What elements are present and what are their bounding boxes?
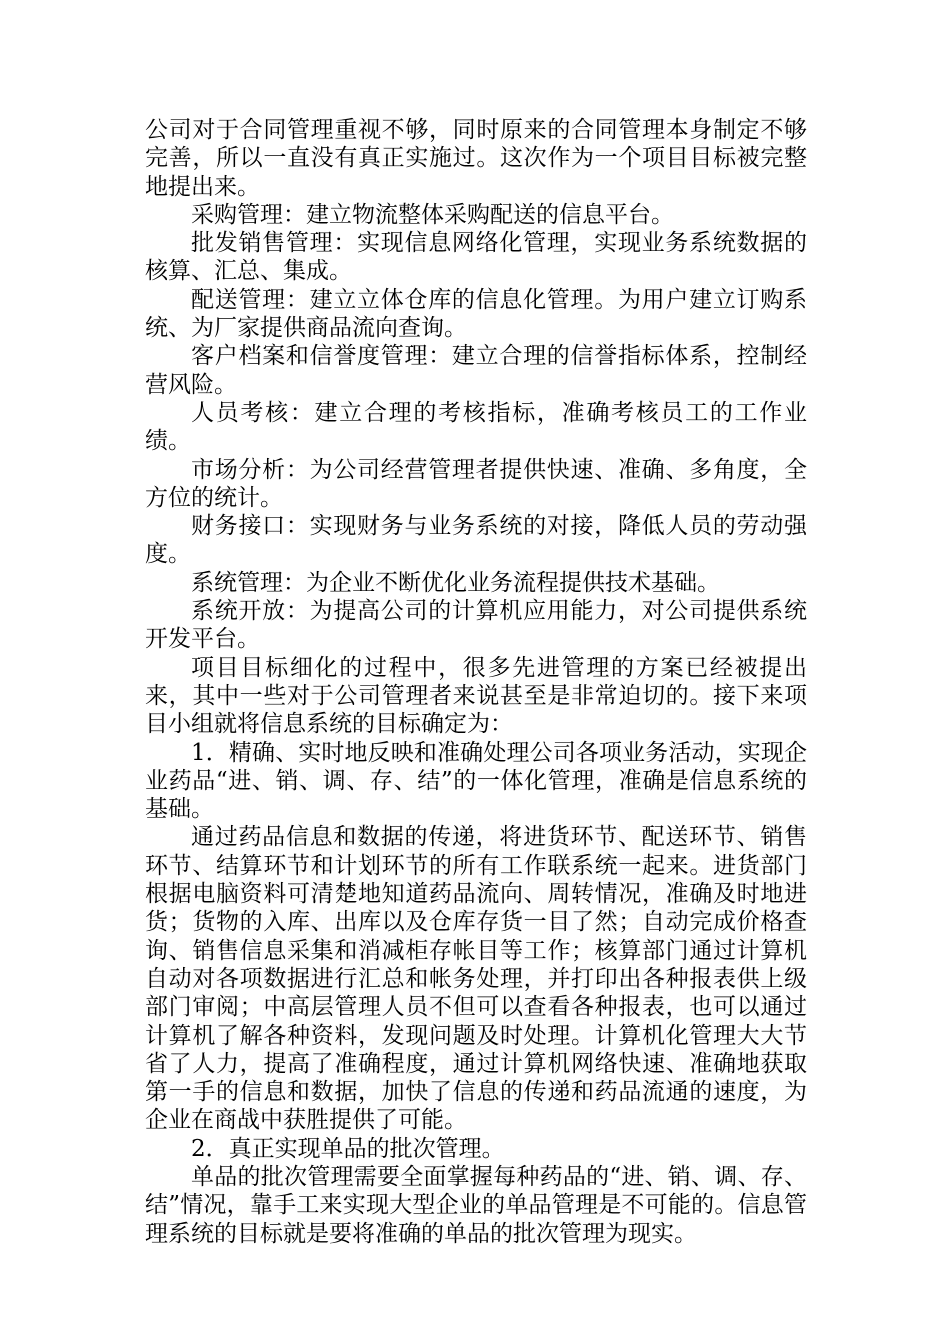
paragraph-system-management: 系统管理：为企业不断优化业务流程提供技术基础。 xyxy=(191,569,720,596)
paragraph-system-openness: 系统开放：为提高公司的计算机应用能力，对公司提供系统开发平台。 xyxy=(145,598,807,653)
paragraph-market-analysis: 市场分析：为公司经营管理者提供快速、准确、多角度，全方位的统计。 xyxy=(145,456,807,511)
paragraph-goal-refinement: 项目目标细化的过程中，很多先进管理的方案已经被提出来，其中一些对于公司管理者来说甚至是非常迫切的。接下来项目小组就将信息系统的目标确定为： xyxy=(145,654,807,738)
paragraph-wholesale: 批发销售管理：实现信息网络化管理，实现业务系统数据的核算、汇总、集成。 xyxy=(145,230,807,285)
paragraph-staff-assessment: 人员考核：建立合理的考核指标，准确考核员工的工作业绩。 xyxy=(145,399,807,455)
paragraph-procurement: 采购管理：建立物流整体采购配送的信息平台。 xyxy=(191,201,674,228)
paragraph-contract-management: 公司对于合同管理重视不够，同时原来的合同管理本身制定不够完善，所以一直没有真正实施过。这次作为一个项目目标被完整地提出来。 xyxy=(145,117,807,200)
paragraph-finance-interface: 财务接口：实现财务与业务系统的对接，降低人员的劳动强度。 xyxy=(145,513,807,568)
paragraph-information-flow: 通过药品信息和数据的传递，将进货环节、配送环节、销售环节、结算环节和计划环节的所有工作联系统一起来。进货部门根据电脑资料可清楚地知道药品流向、周转情况，准确及时地进货；货物的入库、出库以及仓库存货一目了然；自动完成价格查询、销售信息采集和消减柜存帐目等工作；核算部门通过计算机自动对各项数据进行汇总和帐务处理，并打印出各种报表供上级部门审阅；中高层管理人员不但可以查看各种报表，也可以通过计算机了解各种资料，发现问题及时处理。计算机化管理大大节省了人力，提高了准确程度，通过计算机网络快速、准确地获取第一手的信息和数据，加快了信息的传递和药品流通的速度，为企业在商战中获胜提供了可能。 xyxy=(145,824,807,1134)
paragraph-batch-management: 单品的批次管理需要全面掌握每种药品的“进、销、调、存、结”情况，靠手工来实现大型企业的单品管理是不可能的。信息管理系统的目标就是要将准确的单品的批次管理为现实。 xyxy=(145,1163,807,1247)
paragraph-distribution: 配送管理：建立立体仓库的信息化管理。为用户建立订购系统、为厂家提供商品流向查询。 xyxy=(145,286,807,342)
paragraph-goal-1: 1．精确、实时地反映和准确处理公司各项业务活动，实现企业药品“进、销、调、存、结”的一体化管理，准确是信息系统的基础。 xyxy=(145,739,807,823)
document-page xyxy=(145,116,807,1248)
paragraph-goal-2: 2．真正实现单品的批次管理。 xyxy=(191,1135,505,1162)
paragraph-customer-credit: 客户档案和信誉度管理：建立合理的信誉指标体系，控制经营风险。 xyxy=(145,343,807,398)
